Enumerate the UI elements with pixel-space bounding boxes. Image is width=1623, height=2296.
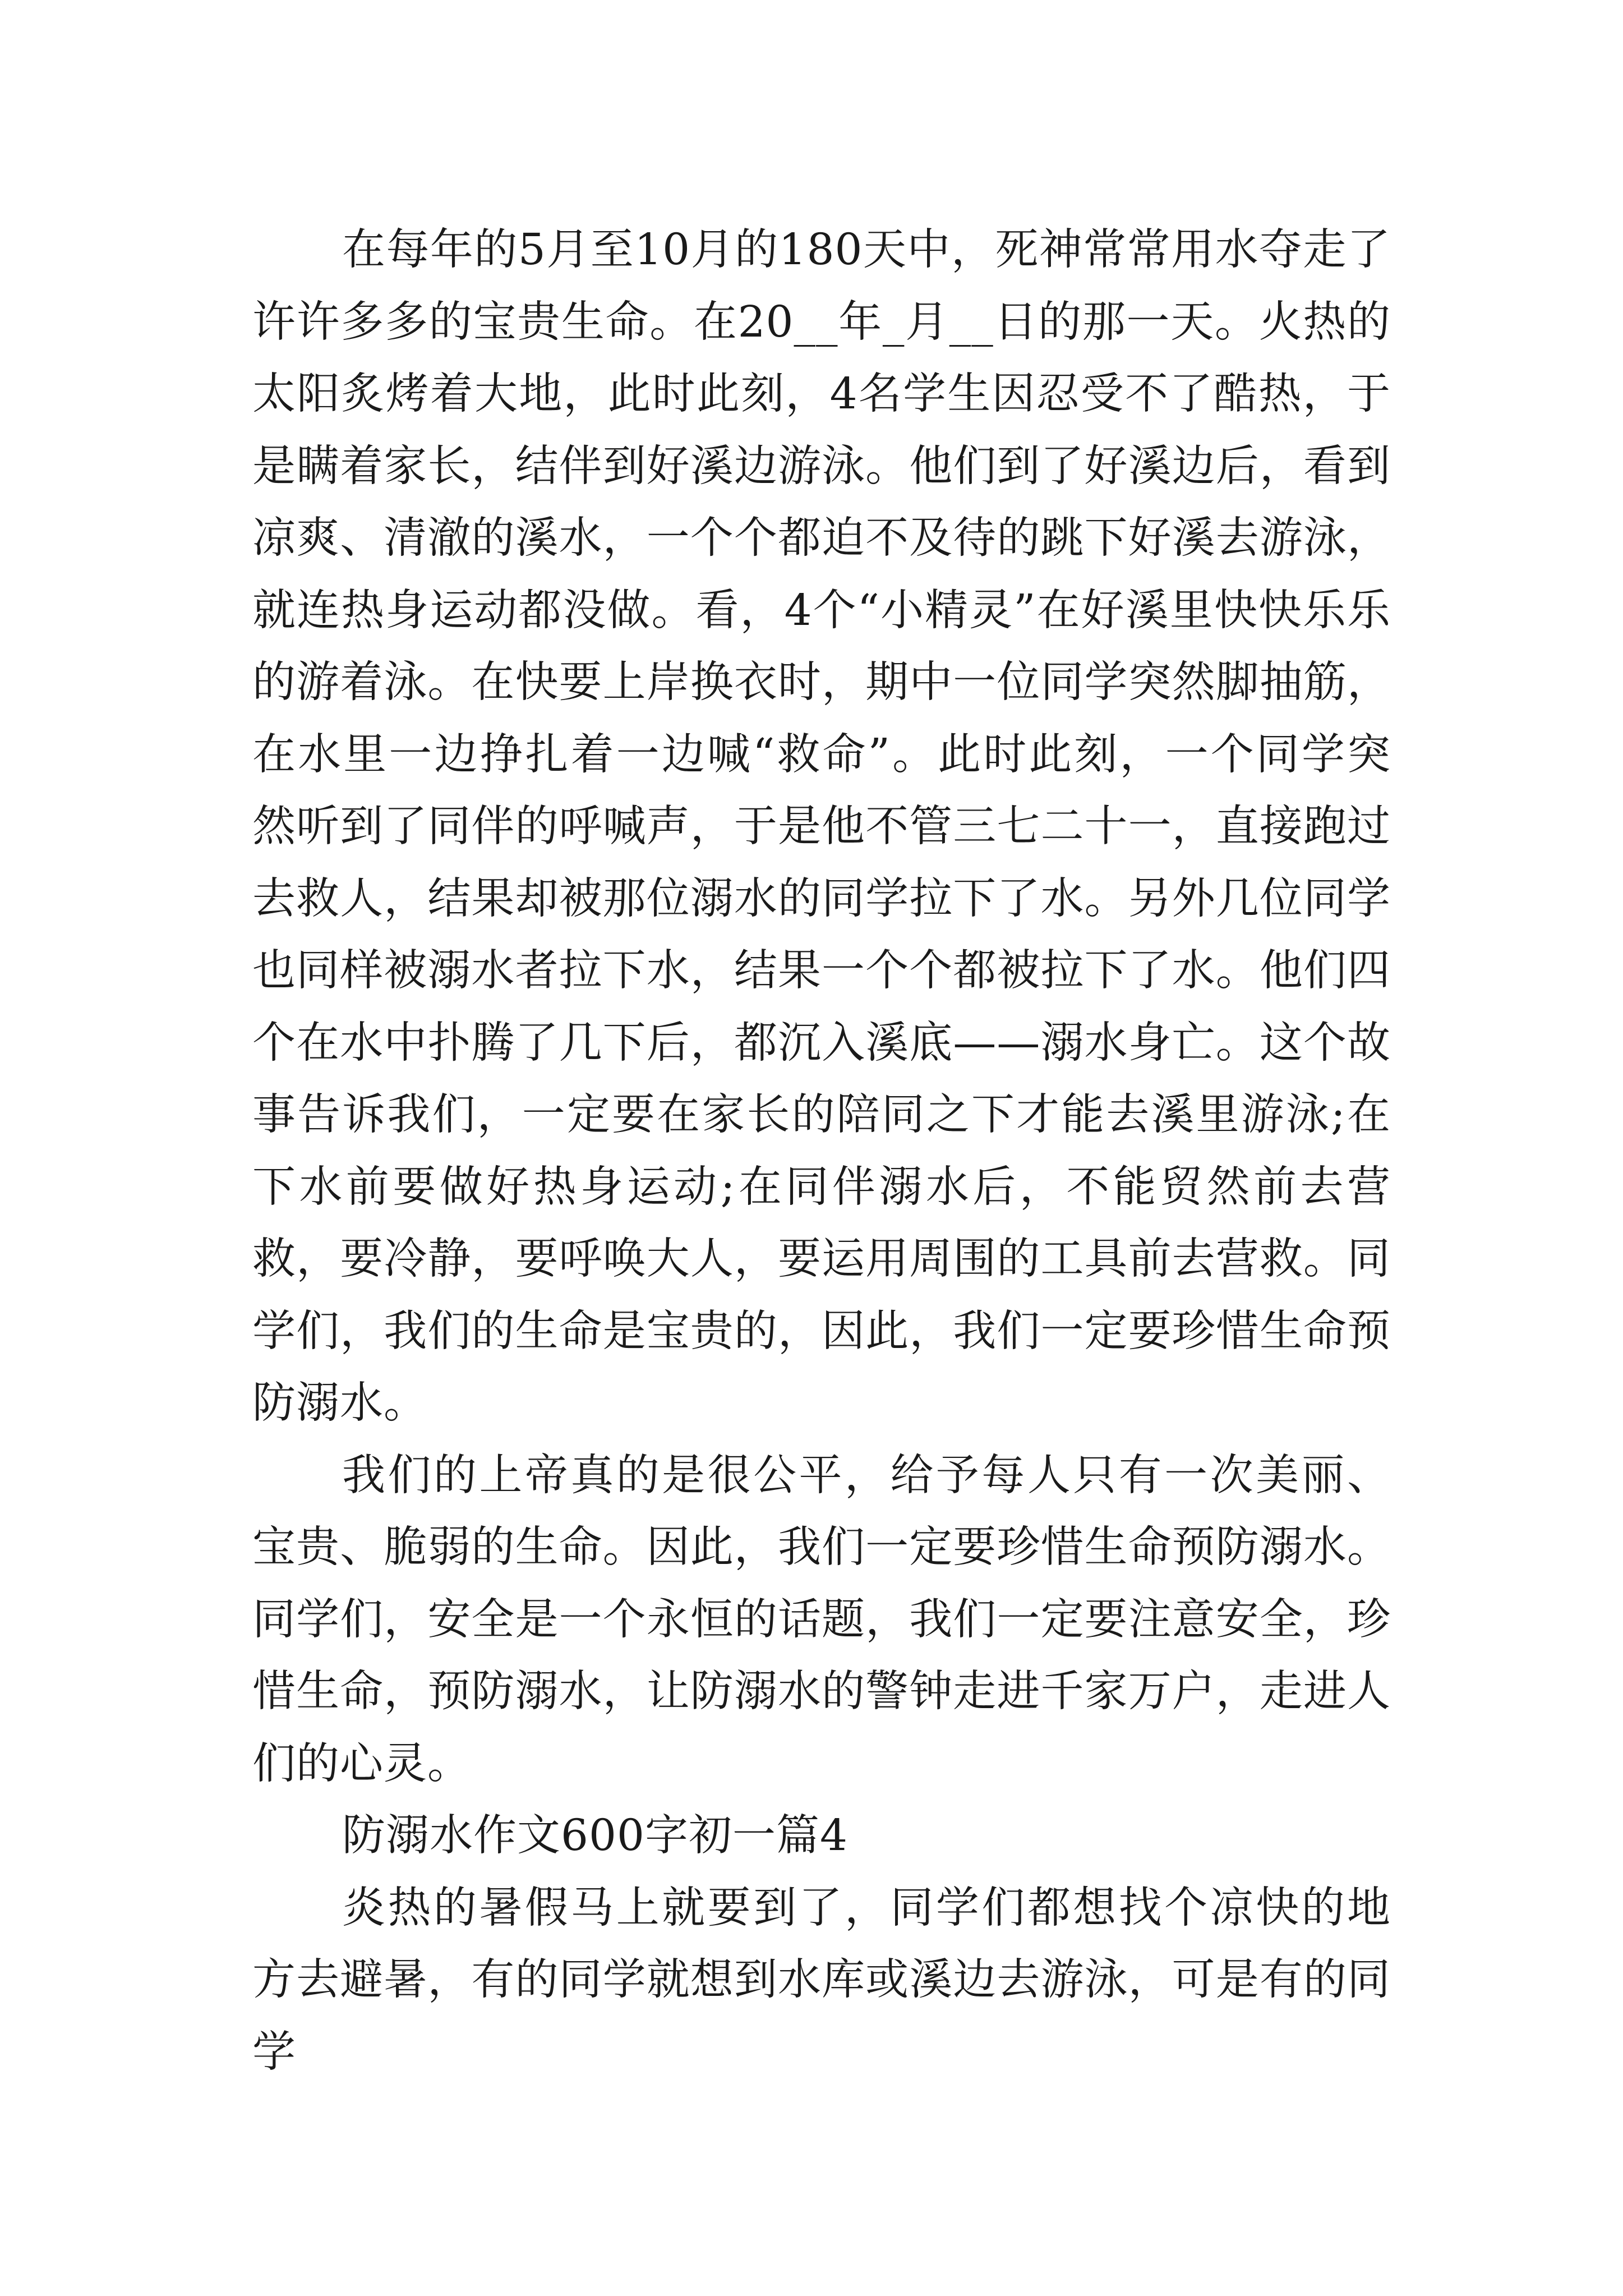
document-body	[252, 214, 1391, 2088]
paragraph-story: 在每年的5月至10月的180天中，死神常常用水夺走了许许多多的宝贵生命。在20__年_月__日的那一天。火热的太阳炙烤着大地，此时此刻，4名学生因忍受不了酷热，于是瞒着家长，结伴到好溪边游泳。他们到了好溪边后，看到凉爽、清澈的溪水，一个个都迫不及待的跳下好溪去游泳，就连热身运动都没做。看，4个“小精灵”在好溪里快快乐乐的游着泳。在快要上岸换衣时，期中一位同学突然脚抽筋，在水里一边挣扎着一边喊“救命”。此时此刻，一个同学突然听到了同伴的呼喊声，于是他不管三七二十一，直接跑过去救人，结果却被那位溺水的同学拉下了水。另外几位同学也同样被溺水者拉下水，结果一个个都被拉下了水。他们四个在水中扑腾了几下后，都沉入溪底——溺水身亡。这个故事告诉我们，一定要在家长的陪同之下才能去溪里游泳;在下水前要做好热身运动;在同伴溺水后，不能贸然前去营救，要冷静，要呼唤大人，要运用周围的工具前去营救。同学们，我们的生命是宝贵的，因此，我们一定要珍惜生命预防溺水。	[252, 225, 1391, 1428]
paragraph-summer: 炎热的暑假马上就要到了，同学们都想找个凉快的地方去避暑，有的同学就想到水库或溪边去游泳，可是有的同学	[252, 1883, 1391, 2077]
essay-heading: 防溺水作文600字初一篇4	[342, 1811, 848, 1861]
paragraph-conclusion: 我们的上帝真的是很公平，给予每人只有一次美丽、宝贵、脆弱的生命。因此，我们一定要珍惜生命预防溺水。同学们，安全是一个永恒的话题，我们一定要注意安全，珍惜生命，预防溺水，让防溺水的警钟走进千家万户，走进人们的心灵。	[252, 1450, 1391, 1789]
